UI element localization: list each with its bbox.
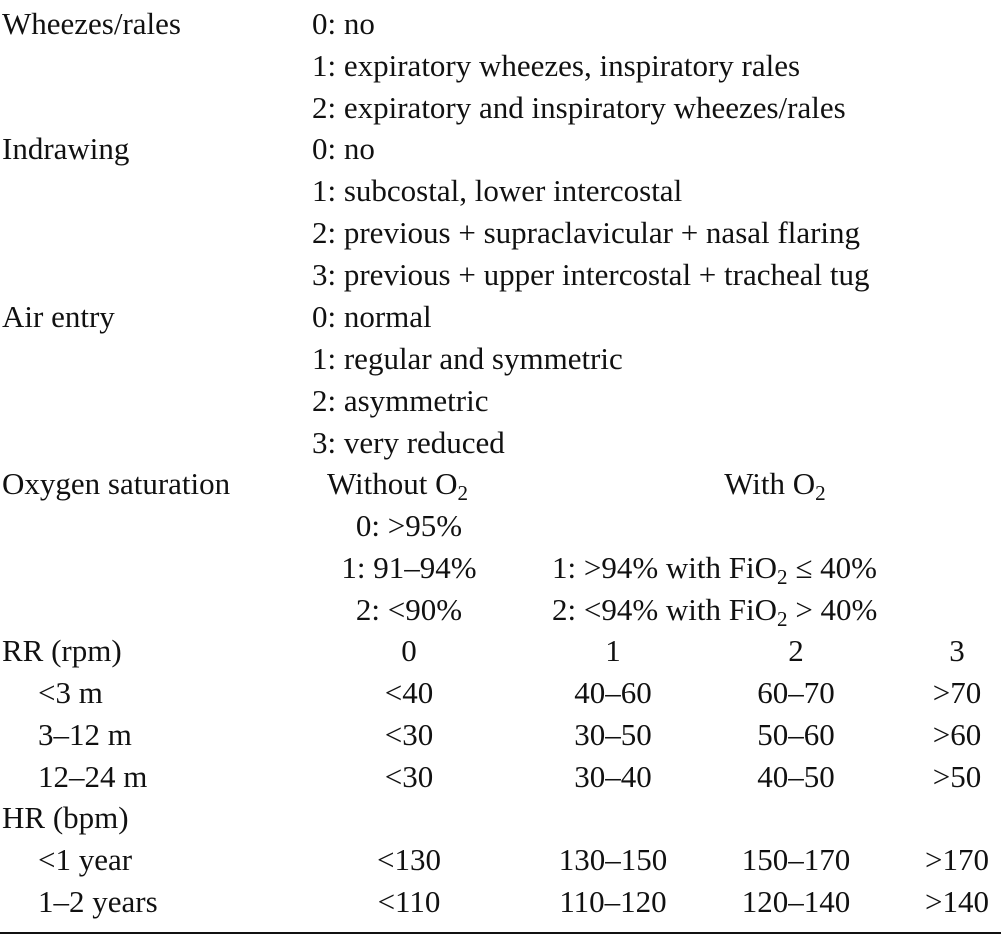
hr-age-0: <1 year [38, 842, 133, 877]
oxygen-without-2: 2: <90% [355, 592, 463, 627]
indrawing-label: Indrawing [2, 131, 130, 166]
score-header-2: 2 [788, 633, 804, 668]
hr-cell: 150–170 [741, 842, 851, 877]
air-entry-label: Air entry [2, 299, 115, 334]
rr-cell: <40 [384, 675, 434, 710]
oxygen-with-1: 1: >94% with FiO$_2$ ≤ 40% [552, 550, 877, 589]
rr-cell: >70 [932, 675, 982, 710]
rr-cell: <30 [384, 759, 434, 794]
hr-cell: <130 [377, 842, 441, 877]
oxygen-with-2: 2: <94% with FiO$_2$ > 40% [552, 592, 878, 631]
hr-cell: <110 [377, 884, 441, 919]
wheezes-option-1: 1: expiratory wheezes, inspiratory rales [312, 48, 801, 83]
rr-age-2: 12–24 m [38, 759, 148, 794]
rr-cell: 50–60 [757, 717, 835, 752]
indrawing-option-3: 3: previous + upper intercostal + tracheal tug [312, 257, 870, 292]
oxygen-without-header: Without $O_2$ [327, 466, 469, 505]
air-entry-option-2: 2: asymmetric [312, 383, 489, 418]
hr-cell: 120–140 [741, 884, 851, 919]
rr-cell: 40–50 [757, 759, 835, 794]
air-entry-option-1: 1: regular and symmetric [312, 341, 623, 376]
air-entry-option-3: 3: very reduced [312, 425, 505, 460]
wheezes-option-2: 2: expiratory and inspiratory wheezes/rales [312, 90, 846, 125]
rr-label: RR (rpm) [2, 633, 122, 668]
hr-age-1: 1–2 years [38, 884, 158, 919]
table-bottom-rule [0, 932, 1001, 934]
air-entry-option-0: 0: normal [312, 299, 432, 334]
score-header-1: 1 [605, 633, 621, 668]
indrawing-option-1: 1: subcostal, lower intercostal [312, 173, 683, 208]
wheezes-label: Wheezes/rales [2, 6, 181, 41]
rr-cell: 40–60 [574, 675, 652, 710]
wheezes-option-0: 0: no [312, 6, 375, 41]
rr-cell: <30 [384, 717, 434, 752]
rr-age-1: 3–12 m [38, 717, 132, 752]
oxygen-without-0: 0: >95% [355, 508, 463, 543]
rr-cell: 60–70 [757, 675, 835, 710]
rr-cell: 30–40 [574, 759, 652, 794]
oxygen-with-header: With $O_2$ [724, 466, 826, 505]
hr-label: HR (bpm) [2, 800, 129, 835]
rr-cell: >50 [932, 759, 982, 794]
indrawing-option-0: 0: no [312, 131, 375, 166]
oxygen-without-1: 1: 91–94% [341, 550, 477, 585]
hr-cell: 110–120 [559, 884, 667, 919]
rr-age-0: <3 m [38, 675, 103, 710]
rr-cell: 30–50 [574, 717, 652, 752]
indrawing-option-2: 2: previous + supraclavicular + nasal flaring [312, 215, 861, 250]
rr-cell: >60 [932, 717, 982, 752]
hr-cell: 130–150 [558, 842, 668, 877]
hr-cell: >170 [925, 842, 989, 877]
score-header-3: 3 [949, 633, 965, 668]
oxygen-label: Oxygen saturation [2, 466, 231, 501]
score-header-0: 0 [401, 633, 417, 668]
hr-cell: >140 [925, 884, 989, 919]
